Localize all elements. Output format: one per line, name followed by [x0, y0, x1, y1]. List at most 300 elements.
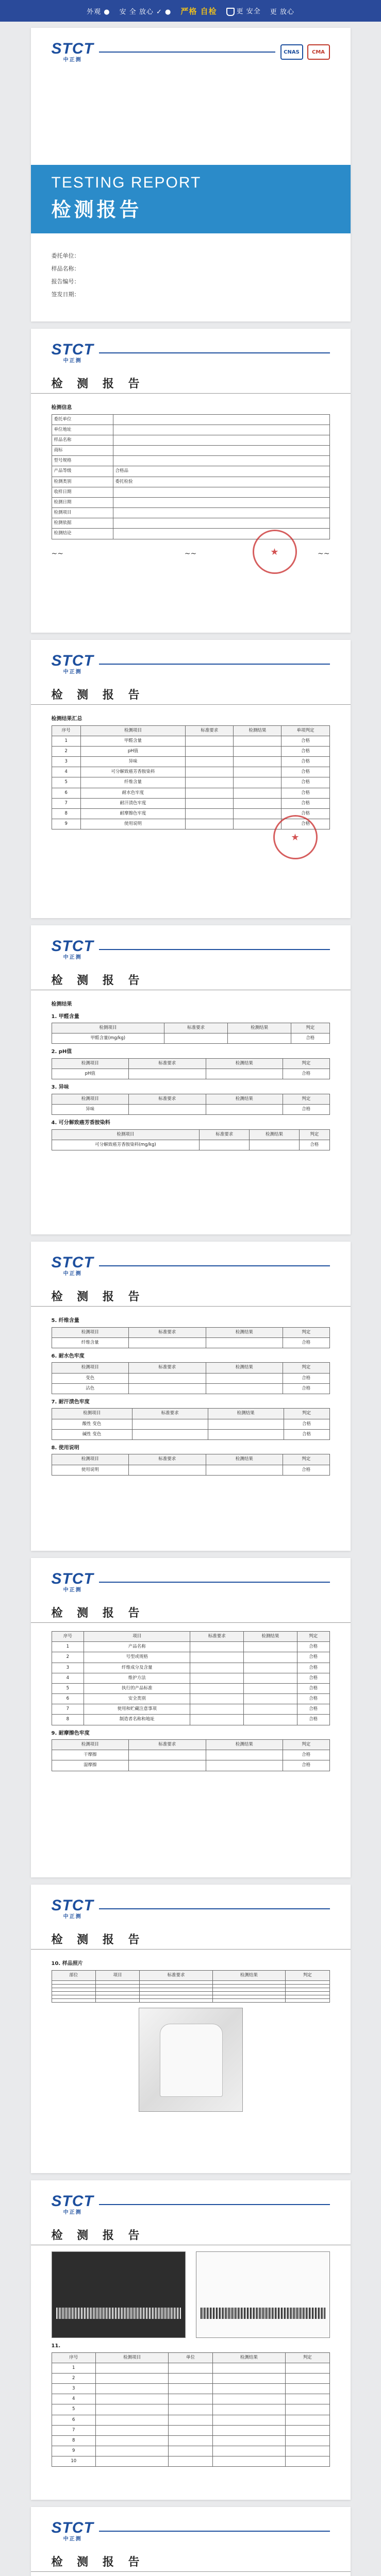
table-row: [52, 798, 329, 808]
table-cell: [212, 1980, 285, 1984]
logo-divider: [99, 1582, 330, 1583]
column-header: 检测项目: [52, 1094, 129, 1104]
field-label: 检测日期: [52, 497, 113, 507]
table-cell: [234, 808, 281, 819]
column-header: 判定: [283, 1058, 329, 1069]
table-cell: [286, 2425, 330, 2435]
column-header: 项目: [84, 1632, 190, 1642]
report-header: [31, 2219, 351, 2245]
table-cell: 6: [52, 2415, 95, 2425]
top-banner: [0, 0, 381, 22]
table-cell: [186, 746, 234, 756]
table-row: [52, 757, 329, 767]
field-label: 单位地址: [52, 425, 113, 435]
table-cell: [286, 1980, 330, 1984]
table-row: [52, 767, 329, 777]
report-header: [31, 964, 351, 990]
table-cell: 1: [52, 2363, 95, 2373]
table-cell: 产品名称: [84, 1642, 190, 1652]
table-row: [52, 1104, 329, 1114]
page-logo-row: [31, 1558, 351, 1597]
table-cell: [169, 2435, 212, 2446]
table-row: [52, 1140, 329, 1150]
column-header: 标准要求: [129, 1740, 206, 1750]
table-cell: 执行的产品标准: [84, 1683, 190, 1693]
cover-title-cn: 检测报告: [51, 198, 142, 221]
page-logo-row: [31, 1885, 351, 1924]
table-cell: [190, 1652, 244, 1663]
table-cell: [186, 767, 234, 777]
column-header: 判定: [291, 1023, 329, 1033]
table-cell: 3: [52, 757, 80, 767]
table-cell: [212, 1988, 285, 1991]
column-header: 判定: [283, 1094, 329, 1104]
table-cell: [244, 1683, 297, 1693]
table-cell: 纤维含量: [52, 1337, 129, 1348]
shield-icon: [226, 8, 235, 16]
sample-photo: [139, 2008, 243, 2112]
subsection-title: 5. 纤维含量: [51, 1318, 79, 1324]
column-header: 标准要求: [140, 1970, 212, 1980]
table-cell: [286, 2363, 330, 2373]
table-cell: [95, 2384, 168, 2394]
table-cell: [234, 746, 281, 756]
signature-reviewer: ~~: [184, 549, 197, 558]
summary-table: [52, 725, 330, 830]
table-cell: [212, 2373, 285, 2383]
table-cell: [244, 1694, 297, 1704]
stct-logo: STCT 中正测: [51, 2519, 94, 2542]
table-header-row: [52, 1094, 329, 1104]
column-header: 检测结果: [208, 1409, 284, 1419]
table-cell: 合格: [283, 1337, 329, 1348]
table-cell: 湿摩擦: [52, 1760, 129, 1771]
table-cell: 合格: [284, 1419, 329, 1429]
table-row: [52, 1988, 329, 1991]
column-header: 标准要求: [129, 1058, 206, 1069]
table-cell: [212, 2456, 285, 2467]
cover-title-en: TESTING REPORT: [51, 174, 202, 191]
table-row: [52, 1995, 329, 1998]
field-value: [113, 446, 329, 456]
column-header: 检测结果: [206, 1327, 283, 1337]
table-cell: 7: [52, 2425, 95, 2435]
table-cell: 合格: [297, 1673, 329, 1683]
table-cell: [244, 1715, 297, 1725]
report-title: 检 测 报 告: [51, 974, 145, 987]
table-header-row: [52, 1454, 329, 1465]
table-cell: 变色: [52, 1373, 129, 1383]
table-header-row: [52, 1327, 329, 1337]
table-cell: [95, 2363, 168, 2373]
table-row: [52, 2363, 329, 2373]
table-cell: [200, 1140, 250, 1150]
column-header: 检测结果: [212, 1970, 285, 1980]
report-page-label: [31, 2180, 351, 2500]
table-cell: 合格: [297, 1715, 329, 1725]
table-cell: [186, 788, 234, 798]
result-table: [52, 1094, 330, 1115]
table-cell: [250, 1140, 300, 1150]
logo-divider: [99, 1908, 330, 1909]
column-header: 标准要求: [129, 1454, 206, 1465]
table-row: [52, 446, 329, 456]
table-cell: [129, 1373, 206, 1383]
table-cell: 酸性 变色: [52, 1419, 132, 1429]
field-label: 检测结论: [52, 529, 113, 539]
table-cell: [169, 2373, 212, 2383]
stct-logo: STCT 中正测: [51, 938, 94, 960]
table-cell: [212, 1995, 285, 1998]
table-cell: 异味: [80, 757, 185, 767]
table-row: [52, 414, 329, 425]
page-logo-row: [31, 2507, 351, 2546]
table-cell: [95, 2404, 168, 2415]
stct-logo: STCT 中正测: [51, 1570, 94, 1593]
table-cell: [244, 1652, 297, 1663]
table-cell: 甲醛含量(mg/kg): [52, 1033, 164, 1044]
table-cell: [286, 2456, 330, 2467]
column-header: 序号: [52, 2352, 95, 2363]
cover-field: 报告编号：: [51, 278, 80, 285]
table-cell: [212, 2384, 285, 2394]
table-cell: [234, 798, 281, 808]
table-cell: [169, 2404, 212, 2415]
cover-spacer: [31, 67, 351, 165]
table-header-row: [52, 2352, 329, 2363]
stct-logo: STCT 中正测: [51, 1897, 94, 1920]
table-cell: 使用和贮藏注意事项: [84, 1704, 190, 1715]
table-row: [52, 2373, 329, 2383]
table-cell: 合格: [281, 798, 329, 808]
table-cell: 耐摩擦色牢度: [80, 808, 185, 819]
table-cell: [95, 1998, 139, 2002]
label-content: [31, 2245, 351, 2481]
results-content: [31, 990, 351, 1165]
cover-field: 签发日期：: [51, 291, 80, 298]
table-row: [52, 1991, 329, 1995]
report-header: [31, 1924, 351, 1950]
page-logo-row: [31, 925, 351, 964]
table-cell: [206, 1069, 283, 1079]
report-title: 检 测 报 告: [51, 1291, 145, 1303]
table-header-row: [52, 1023, 329, 1033]
table-header-row: [52, 725, 329, 736]
table-cell: 2: [52, 746, 80, 756]
table-cell: [186, 808, 234, 819]
column-header: 检测项目: [80, 725, 185, 736]
table-cell: 5: [52, 777, 80, 788]
barcode-icon: [201, 2308, 325, 2319]
table-cell: 合格: [281, 788, 329, 798]
table-row: [52, 1429, 329, 1439]
table-cell: [169, 2425, 212, 2435]
table-cell: [228, 1033, 291, 1044]
results-content: [31, 1307, 351, 1490]
table-cell: [169, 2394, 212, 2404]
table-cell: 5: [52, 1683, 84, 1693]
table-cell: [234, 757, 281, 767]
subsection-title: 6. 耐水色牢度: [51, 1353, 85, 1359]
topbar-highlight: 严格 自检: [180, 6, 217, 16]
column-header: 检测项目: [52, 1129, 200, 1140]
report-header: [31, 368, 351, 394]
table-cell: 纤维成分及含量: [84, 1663, 190, 1673]
report-header: [31, 1597, 351, 1623]
table-cell: [129, 1750, 206, 1760]
subsection-title: 9. 耐摩擦色牢度: [51, 1730, 90, 1736]
table-row: [52, 1465, 329, 1475]
table-cell: 合格: [297, 1704, 329, 1715]
field-value: [113, 529, 329, 539]
table-cell: [206, 1760, 283, 1771]
section-title: 10. 样品照片: [51, 1961, 83, 1967]
cover-field: 委托单位：: [51, 252, 80, 259]
column-header: 判定: [286, 1970, 330, 1980]
field-value: 合格品: [113, 466, 329, 477]
field-value: [113, 487, 329, 497]
cover-logo-row: [31, 28, 351, 67]
table-cell: 可分解致癌芳香胺染料(mg/kg): [52, 1140, 200, 1150]
table-cell: 3: [52, 1663, 84, 1673]
table-cell: [129, 1383, 206, 1394]
table-cell: [169, 2384, 212, 2394]
garment-image: [160, 2024, 223, 2097]
report-page-results-1: [31, 925, 351, 1234]
table-cell: [140, 1984, 212, 1988]
page-logo-row: [31, 2180, 351, 2219]
table-row: [52, 1337, 329, 1348]
result-table: [52, 1058, 330, 1079]
table-header-row: [52, 1970, 329, 1980]
column-header: 判定: [299, 1129, 329, 1140]
table-row: [52, 1663, 329, 1673]
report-page-summary: [31, 640, 351, 918]
report-header: [31, 1281, 351, 1307]
table-row: [52, 456, 329, 466]
table-cell: [212, 1998, 285, 2002]
table-cell: [286, 1995, 330, 1998]
table-cell: 2: [52, 1652, 84, 1663]
subsection-title: 4. 可分解致癌芳香胺染料: [51, 1120, 110, 1126]
table-cell: [212, 2394, 285, 2404]
column-header: 检测结果: [244, 1632, 297, 1642]
signature-tester: ~~: [318, 549, 330, 558]
table-row: [52, 508, 329, 518]
column-header: 项目: [95, 1970, 139, 1980]
photo-content: [31, 1950, 351, 2127]
hang-tag-light: [196, 2251, 330, 2338]
field-value: [113, 497, 329, 507]
table-cell: [95, 2435, 168, 2446]
column-header: 检测结果: [206, 1094, 283, 1104]
table-cell: 4: [52, 767, 80, 777]
barcode-icon: [56, 2308, 181, 2319]
table-header-row: [52, 1409, 329, 1419]
table-cell: [206, 1465, 283, 1475]
column-header: 检测结果: [250, 1129, 300, 1140]
column-header: 判定: [283, 1327, 329, 1337]
table-cell: 沾色: [52, 1383, 129, 1394]
stct-logo: STCT 中正测: [51, 341, 94, 364]
table-cell: [286, 1998, 330, 2002]
table-cell: [244, 1642, 297, 1652]
table-cell: 3: [52, 2384, 95, 2394]
official-stamp: [273, 815, 318, 859]
column-header: 检测结果: [206, 1740, 283, 1750]
column-header: 检测结果: [234, 725, 281, 736]
column-header: 检测项目: [95, 2352, 168, 2363]
column-header: 标准要求: [190, 1632, 244, 1642]
table-header-row: [52, 1058, 329, 1069]
field-label: 检测类别: [52, 477, 113, 487]
table-cell: 合格: [297, 1683, 329, 1693]
table-cell: 7: [52, 1704, 84, 1715]
table-row: [52, 736, 329, 746]
column-header: 检测结果: [228, 1023, 291, 1033]
part-table: [52, 1970, 330, 2003]
result-table: [52, 1739, 330, 1771]
stct-logo: STCT 中正测: [51, 652, 94, 675]
table-cell: [164, 1033, 228, 1044]
table-cell: [129, 1760, 206, 1771]
table-cell: [190, 1642, 244, 1652]
table-cell: [95, 2425, 168, 2435]
labeling-content: [31, 1623, 351, 1786]
section-title: 检测结果: [51, 1002, 72, 1007]
logo-divider: [99, 664, 330, 665]
table-cell: 5: [52, 2404, 95, 2415]
table-cell: [212, 1991, 285, 1995]
column-header: 检测项目: [52, 1409, 132, 1419]
table-row: [52, 497, 329, 507]
table-row: [52, 1673, 329, 1683]
table-row: [52, 1998, 329, 2002]
table-cell: 合格: [283, 1750, 329, 1760]
table-cell: [132, 1429, 208, 1439]
column-header: 标准要求: [200, 1129, 250, 1140]
field-value: [113, 518, 329, 529]
column-header: 标准要求: [186, 725, 234, 736]
table-cell: [95, 2446, 168, 2456]
table-cell: [52, 1984, 95, 1988]
report-title: 检 测 报 告: [51, 2229, 145, 2242]
column-header: 序号: [52, 1632, 84, 1642]
column-header: 判定: [283, 1740, 329, 1750]
table-row: [52, 1704, 329, 1715]
logo-divider: [99, 352, 330, 353]
table-row: [52, 1715, 329, 1725]
table-cell: [208, 1419, 284, 1429]
page-logo-row: [31, 1242, 351, 1281]
column-header: 判定: [284, 1409, 329, 1419]
result-table: [52, 1023, 330, 1044]
table-cell: [52, 1995, 95, 1998]
table-cell: 8: [52, 1715, 84, 1725]
table-row: [52, 1069, 329, 1079]
table-cell: 碱性 变色: [52, 1429, 132, 1439]
table-cell: 合格: [297, 1652, 329, 1663]
table-cell: 使用说明: [52, 1465, 129, 1475]
result-table: [52, 1454, 330, 1475]
table-row: [52, 2404, 329, 2415]
table-row: [52, 518, 329, 529]
table-row: [52, 788, 329, 798]
column-header: 判定: [283, 1363, 329, 1373]
topbar-item: 外观 ●: [87, 8, 110, 16]
table-cell: 合格: [284, 1429, 329, 1439]
table-cell: 7: [52, 798, 80, 808]
column-header: 检测项目: [52, 1023, 164, 1033]
table-cell: 合格: [281, 767, 329, 777]
table-row: [52, 2384, 329, 2394]
table-cell: 合格: [291, 1033, 329, 1044]
table-row: [52, 487, 329, 497]
table-cell: [95, 2394, 168, 2404]
table-cell: [212, 2435, 285, 2446]
table-cell: 1: [52, 736, 80, 746]
table-cell: 合格: [297, 1694, 329, 1704]
continued-content: [31, 2572, 351, 2576]
table-cell: [52, 1980, 95, 1984]
column-header: 标准要求: [129, 1094, 206, 1104]
table-cell: pH值: [80, 746, 185, 756]
page-logo-row: [31, 329, 351, 368]
table-cell: [286, 1988, 330, 1991]
table-row: [52, 477, 329, 487]
table-cell: [186, 736, 234, 746]
result-table: [52, 1129, 330, 1150]
table-cell: [140, 1988, 212, 1991]
table-cell: [186, 798, 234, 808]
table-cell: [169, 2446, 212, 2456]
table-cell: [206, 1750, 283, 1760]
field-value: [113, 414, 329, 425]
report-page-continued: [31, 2507, 351, 2576]
table-cell: [234, 788, 281, 798]
table-cell: [286, 1984, 330, 1988]
table-cell: 合格: [281, 757, 329, 767]
logo-divider: [99, 1265, 330, 1266]
table-cell: [206, 1373, 283, 1383]
table-row: [52, 1652, 329, 1663]
hang-tag-dark: [52, 2251, 186, 2338]
signature-approver: ~~: [51, 549, 63, 558]
table-row: [52, 2415, 329, 2425]
table-cell: [286, 2373, 330, 2383]
info-content: [31, 394, 351, 570]
table-cell: [95, 1988, 139, 1991]
table-cell: [186, 777, 234, 788]
report-title: 检 测 报 告: [51, 689, 145, 702]
table-cell: 合格: [299, 1140, 329, 1150]
results-table: [52, 2352, 330, 2467]
table-cell: [186, 819, 234, 829]
subsection-title: 7. 耐汗渍色牢度: [51, 1399, 90, 1405]
table-cell: [234, 767, 281, 777]
table-cell: [244, 1704, 297, 1715]
table-header-row: [52, 1363, 329, 1373]
table-row: [52, 1694, 329, 1704]
table-cell: [95, 1980, 139, 1984]
column-header: 标准要求: [129, 1327, 206, 1337]
table-cell: 合格: [283, 1104, 329, 1114]
subsection-title: 8. 使用说明: [51, 1445, 79, 1451]
table-cell: 使用说明: [80, 819, 185, 829]
column-header: 单位: [169, 2352, 212, 2363]
official-stamp: [253, 530, 297, 574]
table-cell: [244, 1663, 297, 1673]
